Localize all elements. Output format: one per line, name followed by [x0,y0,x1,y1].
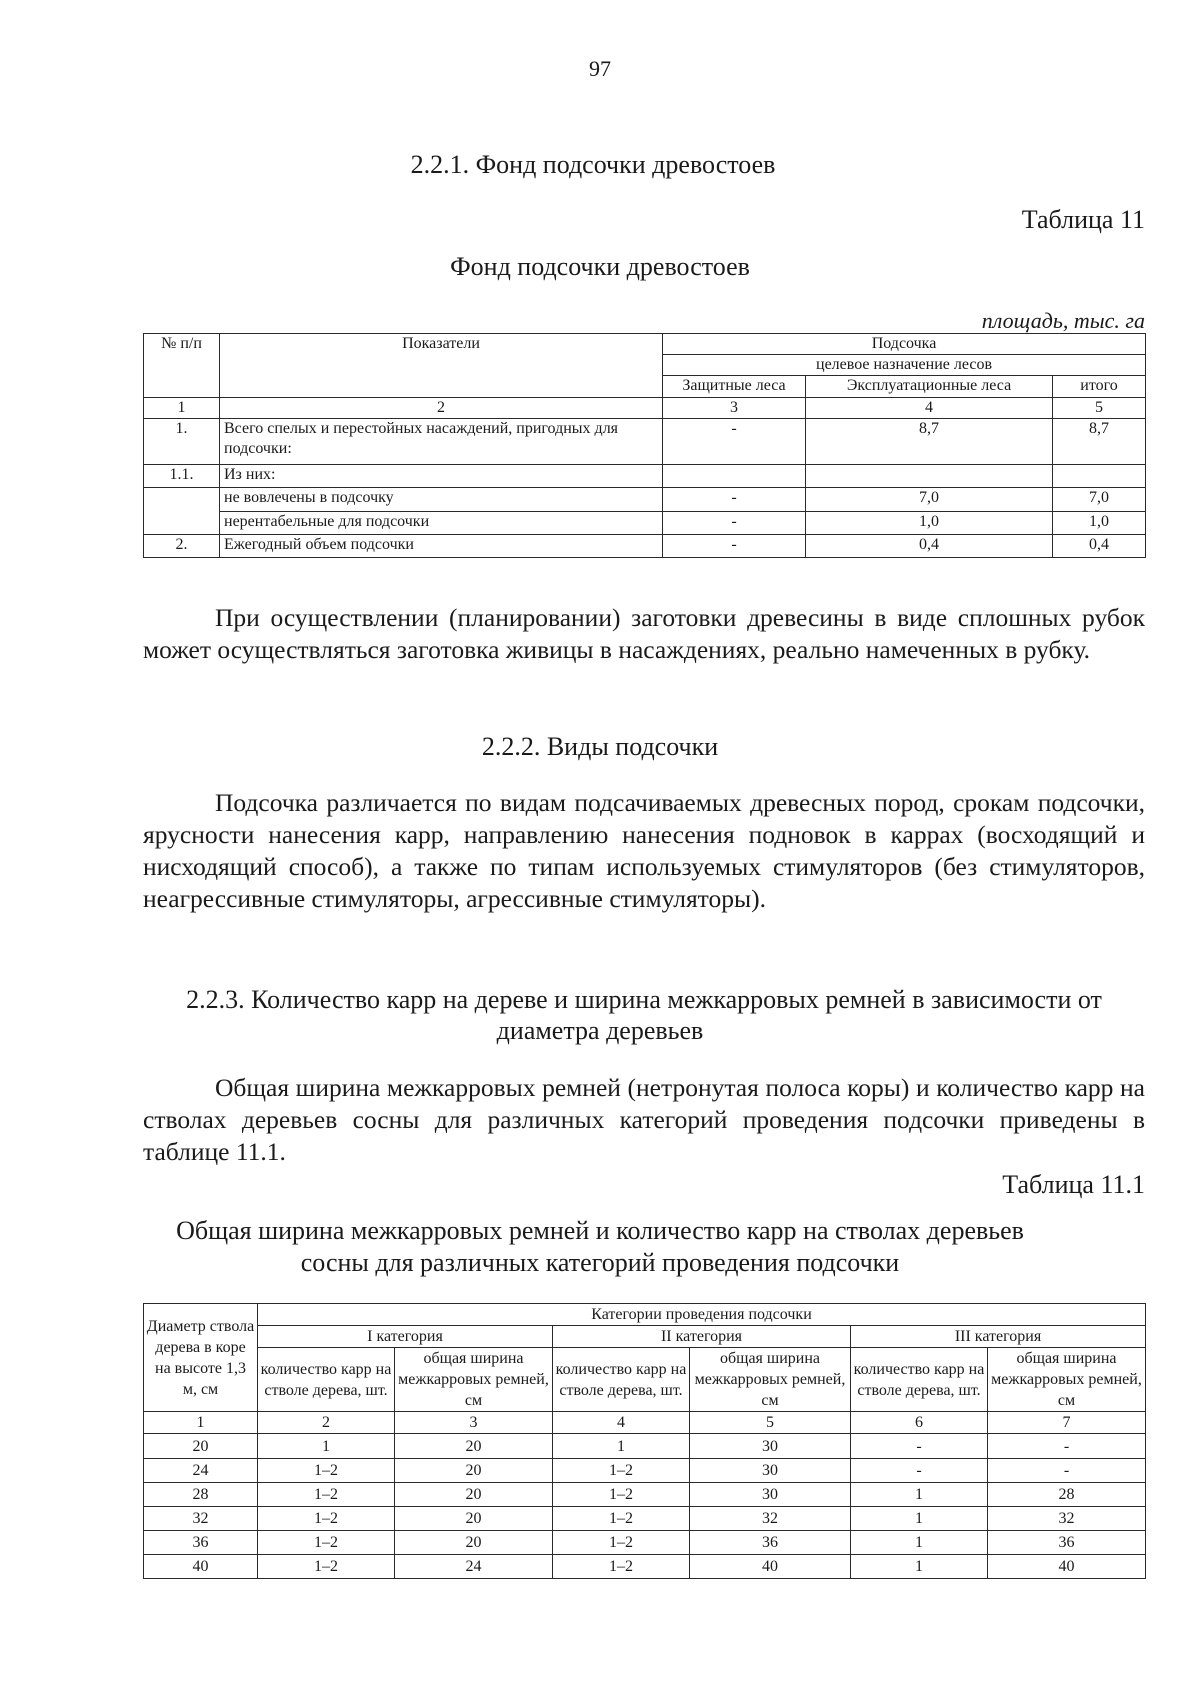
section-heading-2-2-3-line1: 2.2.3. Количество карр на дереве и ширина межкарровых ремней в зависимости от [186,985,1102,1014]
cell-diameter: 24 [144,1459,258,1483]
table-row [144,465,1146,488]
cell-cat1-count: 1 [258,1434,395,1459]
cell-protective: - [663,535,806,558]
col-number: 1 [144,1412,258,1434]
cell-cat1-count: 1–2 [258,1531,395,1555]
row-label: нерентабельные для подсочки [220,512,663,535]
row-num: 1. [144,419,220,465]
cell-diameter: 40 [144,1555,258,1579]
cell-diameter: 36 [144,1531,258,1555]
header-purpose: целевое назначение лесов [663,355,1146,376]
cell-cat3-count: 1 [851,1531,988,1555]
header-podsochka: Подсочка [663,334,1146,355]
cell-cat2-width: 30 [690,1434,851,1459]
header-count: количество карр на стволе дерева, шт. [851,1348,988,1412]
cell-diameter: 32 [144,1507,258,1531]
section-heading-2-2-3-line2: диаметра деревьев [496,1016,704,1045]
cell-protective: - [663,512,806,535]
col-number: 1 [144,398,220,419]
section-heading-2-2-1: 2.2.1. Фонд подсочки древостоев [410,150,776,179]
col-number: 3 [395,1412,553,1434]
row-label: Ежегодный объем подсочки [220,535,663,558]
table-row [144,1459,1146,1483]
cell-total: 8,7 [1053,419,1146,465]
header-width: общая ширина межкарровых ремней, см [988,1348,1146,1412]
header-cat3: III категория [851,1326,1146,1348]
cell-cat3-width: 32 [988,1507,1146,1531]
table-row [144,1434,1146,1459]
cell-diameter: 20 [144,1434,258,1459]
cell-total [1053,465,1146,488]
table-row [144,535,1146,558]
cell-protective: - [663,488,806,512]
header-cat2: II категория [553,1326,851,1348]
col-number: 4 [806,398,1053,419]
col-number: 5 [1053,398,1146,419]
row-label: Из них: [220,465,663,488]
cell-total: 1,0 [1053,512,1146,535]
header-cat1: I категория [258,1326,553,1348]
paragraph-podsochka-types: Подсочка различается по видам подсачиваемых древесных пород, срокам подсочки, ярусности нанесения карр, направлению нанесения подновок в каррах (восходящий и нисходящий способ), а также по типам используемых стимуляторов (без стимуляторов, неагрессивные стимуляторы, агрессивные стимуляторы). [143,788,1145,913]
cell-cat1-width: 20 [395,1459,553,1483]
section-heading-2-2-2: 2.2.2. Виды подсочки [481,732,719,761]
cell-cat2-width: 40 [690,1555,851,1579]
cell-cat3-count: 1 [851,1483,988,1507]
cell-cat2-width: 30 [690,1483,851,1507]
cell-protective: - [663,419,806,465]
cell-exploitation: 8,7 [806,419,1053,465]
col-number: 6 [851,1412,988,1434]
row-num: 1.1. [144,465,220,488]
table-11-1-label: Таблица 11.1 [1002,1170,1145,1199]
cell-diameter: 28 [144,1483,258,1507]
cell-exploitation: 7,0 [806,488,1053,512]
cell-cat1-count: 1–2 [258,1507,395,1531]
table-11 [143,333,1146,558]
cell-cat3-width: - [988,1434,1146,1459]
col-number: 2 [220,398,663,419]
table-11-title: Фонд подсочки древостоев [450,252,750,281]
cell-cat2-width: 30 [690,1459,851,1483]
cell-cat2-width: 32 [690,1507,851,1531]
row-label: не вовлечены в подсочку [220,488,663,512]
cell-cat1-width: 20 [395,1483,553,1507]
cell-cat2-width: 36 [690,1531,851,1555]
cell-exploitation [806,465,1053,488]
cell-cat2-count: 1–2 [553,1483,690,1507]
header-indicators: Показатели [220,334,663,398]
cell-cat1-count: 1–2 [258,1459,395,1483]
table-row [144,419,1146,465]
cell-cat1-width: 24 [395,1555,553,1579]
cell-cat1-width: 20 [395,1434,553,1459]
row-label: Всего спелых и перестойных насаждений, пригодных для подсочки: [220,419,663,465]
cell-cat2-count: 1–2 [553,1507,690,1531]
table-11-1-title-line1: Общая ширина межкарровых ремней и количество карр на стволах деревьев [176,1216,1024,1245]
table-11-1-title-line2: сосны для различных категорий проведения подсочки [300,1248,900,1277]
cell-cat2-count: 1 [553,1434,690,1459]
header-diameter: Диаметр ствола дерева в коре на высоте 1,3 м, см [144,1304,258,1412]
table-row [144,1531,1146,1555]
header-exploitation: Эксплуатационные леса [806,376,1053,398]
paragraph-logging: При осуществлении (планировании) заготовки древесины в виде сплошных рубок может осуществляться заготовка живицы в насаждениях, реально намеченных в рубку. [143,603,1145,664]
table-11-unit: площадь, тыс. га [981,308,1145,333]
col-number: 5 [690,1412,851,1434]
table-row [144,1483,1146,1507]
row-num: 2. [144,535,220,558]
cell-cat1-width: 20 [395,1507,553,1531]
cell-cat2-count: 1–2 [553,1555,690,1579]
table-row [144,488,1146,512]
cell-cat3-width: 36 [988,1531,1146,1555]
header-width: общая ширина межкарровых ремней, см [690,1348,851,1412]
table-11-label: Таблица 11 [1021,205,1145,234]
paragraph-belts: Общая ширина межкарровых ремней (нетронутая полоса коры) и количество карр на стволах деревьев сосны для различных категорий проведения подсочки приведены в таблице 11.1. [143,1073,1145,1166]
cell-exploitation: 0,4 [806,535,1053,558]
header-num: № п/п [144,334,220,398]
table-row [144,1555,1146,1579]
column-number-row [144,1412,1146,1434]
cell-cat1-width: 20 [395,1531,553,1555]
header-protective: Защитные леса [663,376,806,398]
header-categories: Категории проведения подсочки [258,1304,1146,1326]
header-total: итого [1053,376,1146,398]
table-row [144,1507,1146,1531]
col-number: 7 [988,1412,1146,1434]
cell-total: 7,0 [1053,488,1146,512]
col-number: 4 [553,1412,690,1434]
header-count: количество карр на стволе дерева, шт. [258,1348,395,1412]
cell-cat3-width: 28 [988,1483,1146,1507]
header-width: общая ширина межкарровых ремней, см [395,1348,553,1412]
header-count: количество карр на стволе дерева, шт. [553,1348,690,1412]
cell-cat3-count: 1 [851,1507,988,1531]
cell-cat1-count: 1–2 [258,1555,395,1579]
column-number-row [144,398,1146,419]
cell-protective [663,465,806,488]
page-number: 97 [589,56,611,81]
cell-cat3-width: 40 [988,1555,1146,1579]
col-number: 3 [663,398,806,419]
cell-cat3-count: - [851,1434,988,1459]
col-number: 2 [258,1412,395,1434]
row-num [144,488,220,535]
cell-cat2-count: 1–2 [553,1531,690,1555]
cell-cat1-count: 1–2 [258,1483,395,1507]
cell-total: 0,4 [1053,535,1146,558]
table-row [144,512,1146,535]
cell-cat3-count: 1 [851,1555,988,1579]
cell-cat2-count: 1–2 [553,1459,690,1483]
table-11-1 [143,1303,1146,1579]
cell-cat3-width: - [988,1459,1146,1483]
cell-exploitation: 1,0 [806,512,1053,535]
cell-cat3-count: - [851,1459,988,1483]
